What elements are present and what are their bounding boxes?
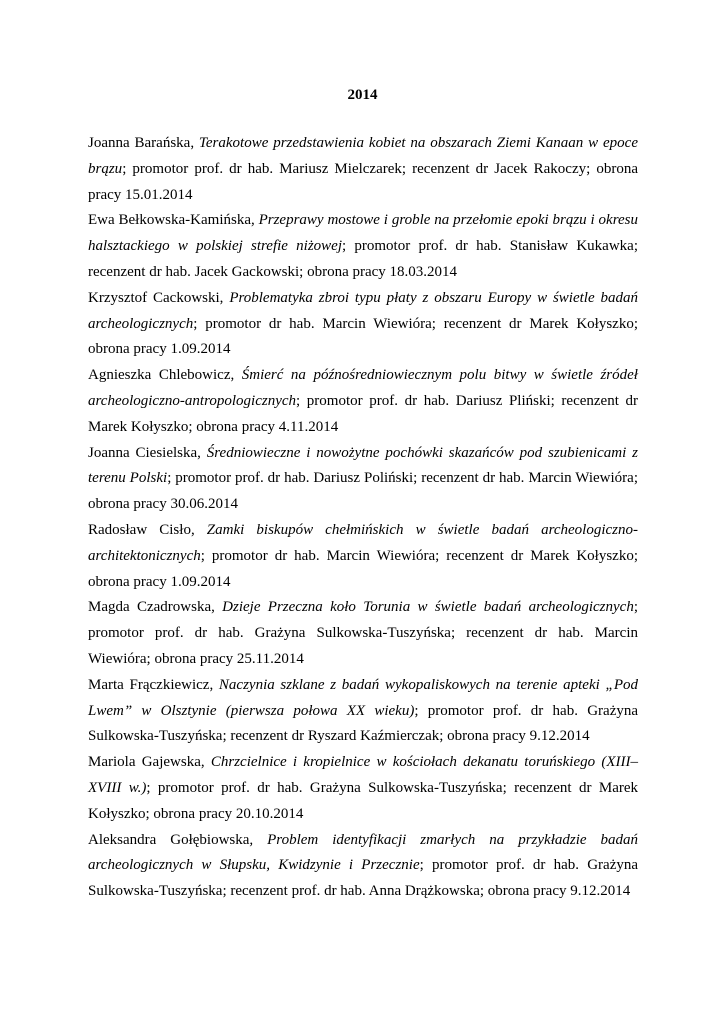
thesis-entry: [88, 131, 638, 208]
entry-details: ; promotor prof. dr hab. Dariusz Poliński; recenzent dr hab. Marcin Wiewióra; obrona pracy 30.06.2014: [88, 470, 639, 513]
entry-author: Joanna Ciesielska,: [88, 444, 207, 461]
entry-title: , Problem identyfikacji zmarłych na przykładzie badań archeologicznych w Słupsku, Kwidzynie i Przecznie: [88, 831, 638, 874]
entry-details: ; promotor prof. dr hab. Stanisław Kukawka; recenzent dr hab. Jacek Gackowski; obrona pracy 18.03.2014: [88, 238, 638, 280]
entry-details: ; promotor prof. dr hab. Mariusz Mielczarek; recenzent dr Jacek Rakoczy; obrona pracy 15.01.2014: [88, 160, 638, 203]
entry-title: Terakotowe przedstawienia kobiet na obszarach Ziemi Kanaan w epoce brązu: [88, 135, 638, 177]
thesis-entry: [88, 518, 638, 595]
entry-details: ; promotor prof. dr hab. Dariusz Pliński; recenzent dr Marek Kołyszko; obrona pracy 4.11.2014: [88, 392, 638, 435]
thesis-entry: [88, 363, 638, 440]
entry-title: Naczynia szklane z badań wykopaliskowych na terenie apteki „Pod Lwem” w Olsztynie (pierwsza połowa XX wieku): [88, 676, 638, 719]
entry-details: ; promotor dr hab. Marcin Wiewióra; recenzent dr Marek Kołyszko; obrona pracy 1.09.2014: [88, 547, 638, 590]
entry-author: Mariola Gajewska,: [88, 754, 211, 771]
entry-author: Joanna Barańska,: [88, 135, 199, 151]
entry-details: ; promotor prof. dr hab. Grażyna Sulkowska-Tuszyńska; recenzent prof. dr hab. Anna Drążkowska; obrona pracy 9.12.2014: [88, 857, 639, 900]
thesis-entry: [88, 208, 638, 285]
entry-title: Średniowieczne i nowożytne pochówki skazańców pod szubienicami z terenu Polski: [88, 444, 638, 487]
entry-details: ; promotor prof. dr hab. Grażyna Sulkowska-Tuszyńska; recenzent dr hab. Marcin Wiewióra; obrona pracy 25.11.2014: [88, 599, 639, 667]
entry-title: Zamki biskupów chełmińskich w świetle badań archeologiczno-architektonicznych: [88, 521, 638, 564]
thesis-entry: [88, 286, 638, 363]
thesis-entry: [88, 595, 638, 672]
entry-details: ; promotor prof. dr hab. Grażyna Sulkowska-Tuszyńska; recenzent dr Ryszard Kaźmierczak; obrona pracy 9.12.2014: [88, 702, 639, 745]
thesis-entry: [88, 441, 638, 518]
entry-author: Ewa Bełkowska-Kamińska,: [88, 212, 259, 229]
entry-author: Marta Frączkiewicz,: [88, 676, 219, 693]
thesis-list: [88, 131, 638, 905]
thesis-entry: [88, 828, 638, 905]
entry-author: Aleksandra Gołębiowska: [88, 831, 250, 848]
page-heading: 2014: [347, 87, 378, 103]
entry-title: Problematyka zbroi typu płaty z obszaru Europy w świetle badań archeologicznych: [88, 289, 638, 332]
entry-author: Radosław Cisło,: [88, 521, 207, 538]
thesis-entry: [88, 673, 638, 750]
thesis-entry: [88, 750, 638, 827]
entry-author: Agnieszka Chlebowicz,: [88, 367, 242, 384]
entry-author: Magda Czadrowska,: [88, 599, 223, 616]
entry-details: ; promotor prof. dr hab. Grażyna Sulkowska-Tuszyńska; recenzent dr Marek Kołyszko; obrona pracy 20.10.2014: [88, 779, 639, 822]
entry-title: Śmierć na późnośredniowiecznym polu bitwy w świetle źródeł archeologiczno-antropologicznych: [88, 367, 638, 409]
entry-title: Dzieje Przeczna koło Torunia w świetle badań archeologicznych: [222, 599, 634, 616]
entry-title: Chrzcielnice i kropielnice w kościołach dekanatu toruńskiego (XIII–XVIII w.): [88, 754, 638, 796]
entry-details: ; promotor dr hab. Marcin Wiewióra; recenzent dr Marek Kołyszko; obrona pracy 1.09.2014: [88, 315, 638, 358]
entry-title: Przeprawy mostowe i groble na przełomie epoki brązu i okresu halsztackiego w polskiej strefie niżowej: [88, 212, 638, 255]
entry-author: Krzysztof Cackowski,: [88, 289, 230, 306]
